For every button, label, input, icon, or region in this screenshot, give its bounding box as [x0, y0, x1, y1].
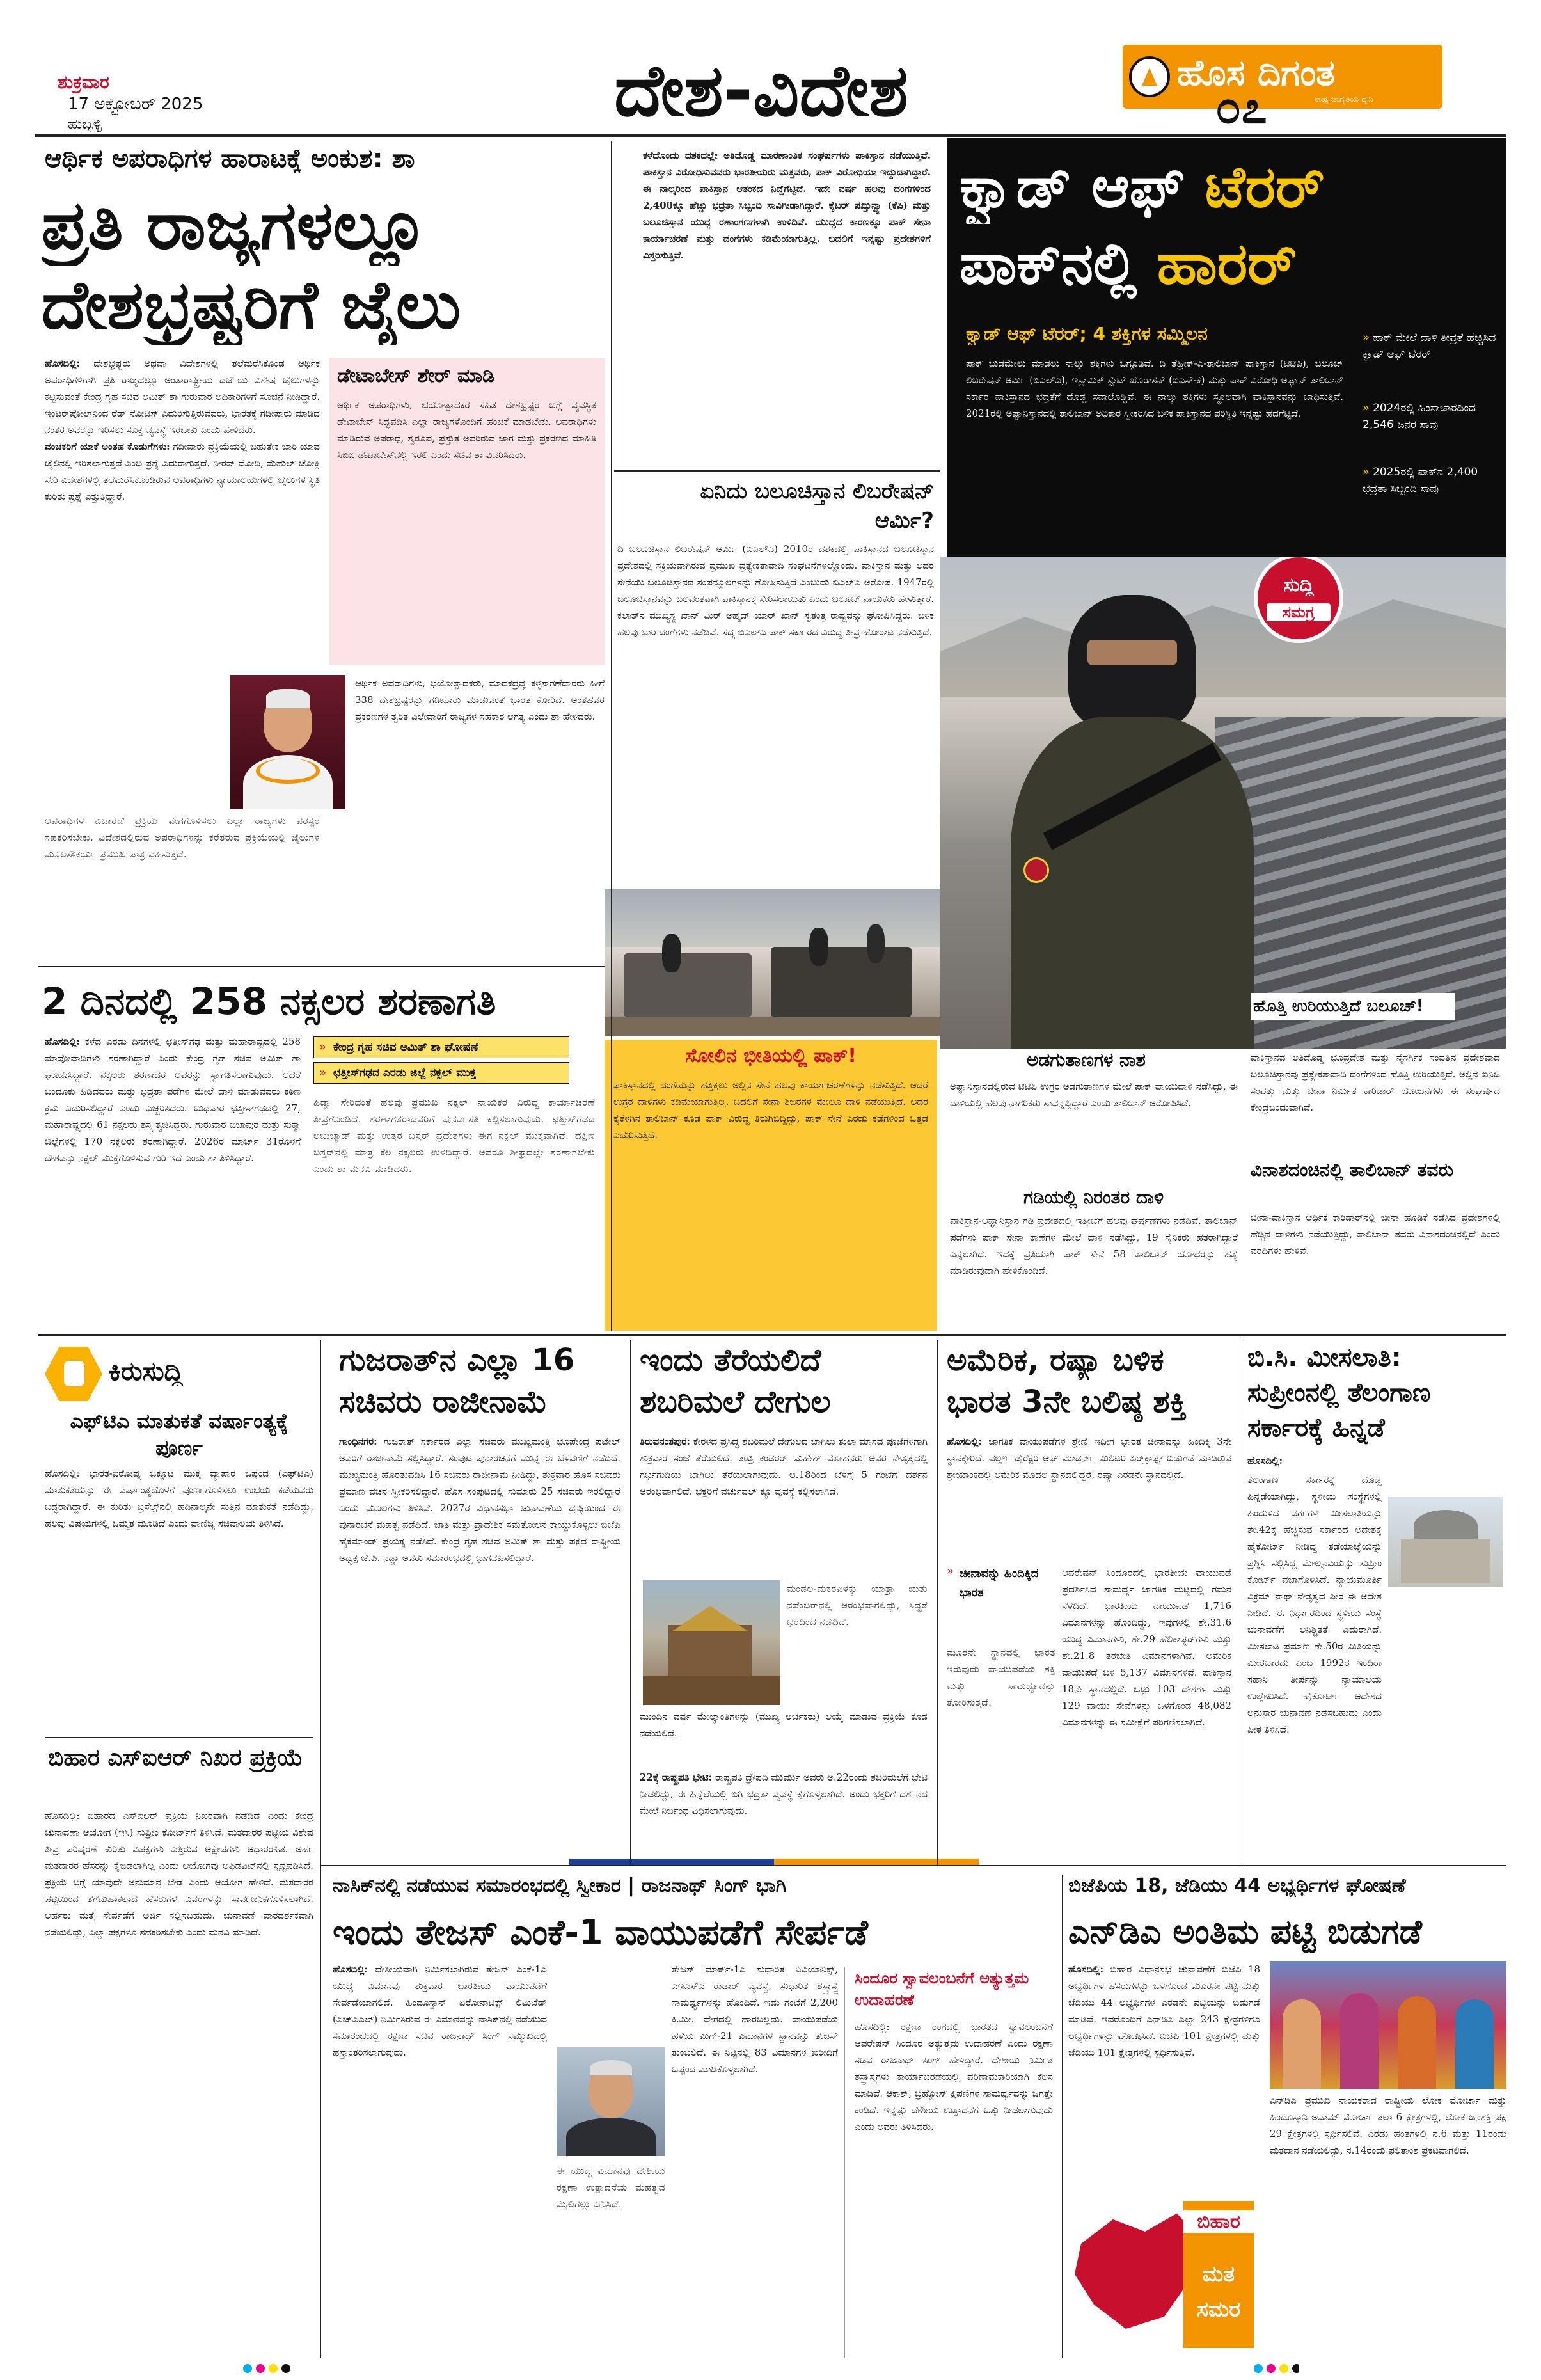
- registration-marks: [243, 2364, 1299, 2377]
- pak-intro-rule: [614, 470, 940, 472]
- bihar-map: [1068, 2194, 1260, 2358]
- tejas-headline: ಇಂದು ತೇಜಸ್ ಎಂಕೆ-1 ವಾಯುಪಡೆಗೆ ಸೇರ್ಪಡೆ: [333, 1912, 868, 1953]
- telangana-headline-1: ಬಿ.ಸಿ. ಮೀಸಲಾತಿ:: [1247, 1343, 1402, 1372]
- naxal-body-2: ಬುಧವಾರ ಛತ್ತೀಸ್‌ಗಢದಲ್ಲಿ 27, ಮಹಾರಾಷ್ಟ್ರದಲ್ಲಿ 61 ನಕ್ಸಲರು ಶಸ್ತ್ರ ತ್ಯಜಿಸಿದ್ದರು. ಗುರುವಾರ ಬಿಜಾಪುರ ಮತ್ತು ಸುಕ್ಮಾ ಜಿಲ್ಲೆಗಳಲ್ಲಿ 170 ನಕ್ಸಲರು ಶರಣಾಗಿದ್ದಾರೆ. 2026ರ ಮಾರ್ಚ್ 31ರೊಳಗೆ ದೇಶವನ್ನು ನಕ್ಸಲ್ ಮುಕ್ತಗೊಳಿಸುವ ಗುರಿ ಇದೆ ಎಂದು ಶಾ ತಿಳಿಸಿದ್ದಾರೆ.: [45, 1102, 301, 1164]
- america-headline-2: ಭಾರತ 3ನೇ ಬಲಿಷ್ಠ ಶಕ್ತಿ: [947, 1384, 1187, 1420]
- mid-divider: [38, 1334, 1506, 1336]
- col-rule-6: [1062, 1875, 1063, 2358]
- sabari-body: ತಿರುವನಂತಪುರ: ಕೇರಳದ ಪ್ರಸಿದ್ಧ ಶಬರಿಮಲೆ ದೇಗುಲದ ಬಾಗಿಲು ತುಲಾ ಮಾಸದ ಪೂಜೆಗಳಿಗಾಗಿ ಶುಕ್ರವಾರ ಸಂಜೆ ತೆರೆಯಲಿದೆ. ತಂತ್ರಿ ಕಂಡರರ್ ಮಹೇಶ್ ಮೋಹನರು ಅವರ ನೇತೃತ್ವದಲ್ಲಿ ಗರ್ಭಗುಡಿಯ ಬಾಗಿಲು ತೆರೆಯಲಾಗುವುದು. ಅ.18ರಿಂದ ಬೆಳಗ್ಗೆ 5 ಗಂಟೆಗೆ ದರ್ಶನ ಆರಂಭವಾಗಲಿದೆ. ಭಕ್ತರಿಗೆ ವರ್ಚುವಲ್ ಕ್ಯೂ ವ್ಯವಸ್ಥೆ ಕಲ್ಪಿಸಲಾಗಿದೆ.: [640, 1436, 928, 1497]
- taliban-body: ಚೀನಾ-ಪಾಕಿಸ್ತಾನ ಆರ್ಥಿಕ ಕಾರಿಡಾರ್‌ನಲ್ಲಿ ಚೀನಾ ಹೂಡಿಕೆ ನಡೆಸಿದ ಪ್ರದೇಶಗಳಲ್ಲಿ ಹೆಚ್ಚಿನ ದಾಳಿಗಳು ನಡೆಯುತ್ತಿದ್ದು, ತಾಲಿಬಾನ್ ತವರು ವಿನಾಶದಂಚಿನಲ್ಲಿದೆ ಎಂದು ವರದಿಗಳು ಹೇಳಿವೆ.: [1251, 1212, 1500, 1257]
- bihar-headline-2: ಎನ್‌ಡಿಎ ಅಂತಿಮ ಪಟ್ಟಿ ಬಿಡುಗಡೆ: [1068, 1913, 1422, 1951]
- bihar-crowd-photo: [1270, 1961, 1506, 2089]
- lead-body-cont: ಆಪರಾಧಿಗಳ ವಿಚಾರಣೆ ಪ್ರಕ್ರಿಯೆ ವೇಗಗೊಳಿಸಲು ಎಲ್ಲಾ ರಾಜ್ಯಗಳು ಪರಸ್ಪರ ಸಹಕರಿಸಬೇಕು. ವಿದೇಶದಲ್ಲಿರುವ ಅಪರಾಧಿಗಳನ್ನು ಕರೆತರುವ ಪ್ರಕ್ರಿಯೆಯಲ್ಲಿ ಜೈಲುಗಳ ಮೂಲಸೌಕರ್ಯ ಪ್ರಮುಖ ಪಾತ್ರ ವಹಿಸುತ್ತದೆ.: [45, 815, 320, 860]
- america-dateline: ಹೊಸದಿಲ್ಲಿ:: [947, 1436, 983, 1447]
- kiru-suddi-logo: ಕಿರುಸುದ್ದಿ: [45, 1347, 281, 1401]
- suddi-samagra-badge: ಸುದ್ದಿ ಸಮಗ್ರ: [1254, 557, 1343, 643]
- logo-text: ಹೊಸ ದಿಗಂತ: [1177, 52, 1335, 94]
- col-rule-1: [611, 141, 612, 1331]
- bihar-dateline: ಹೊಸದಿಲ್ಲಿ:: [1068, 1964, 1104, 1975]
- lead-sidebox-title: ಡೇಟಾಬೇಸ್ ಶೇರ್ ಮಾಡಿ: [337, 365, 494, 387]
- lead-kicker: ಆರ್ಥಿಕ ಅಪರಾಧಿಗಳ ಹಾರಾಟಕ್ಕೆ ಅಂಕುಶ: ಶಾ: [45, 144, 415, 173]
- telangana-headline-2: ಸುಪ್ರೀಂನಲ್ಲಿ ತೆಲಂಗಾಣ: [1247, 1378, 1431, 1408]
- camp-body: ಅಫ್ಘಾನಿಸ್ತಾನದಲ್ಲಿರುವ ಟಿಟಿಪಿ ಉಗ್ರರ ಅಡಗುತಾಣಗಳ ಮೇಲೆ ಪಾಕ್ ವಾಯುದಾಳಿ ನಡೆಸಿದ್ದು, ಈ ದಾಳಿಯಲ್ಲಿ ಹಲವು ನಾಗರಿಕರು ಸಾವನ್ನಪ್ಪಿದ್ದಾರೆ ಎಂದು ತಾಲಿಬಾನ್ ಆರೋಪಿಸಿದೆ.: [950, 1081, 1238, 1109]
- section-title: ದೇಶ-ವಿದೇಶ: [614, 49, 908, 132]
- lead-body-col1: [45, 355, 320, 688]
- lead-body: ದೇಶಭ್ರಷ್ಟರು ಅಥವಾ ವಿದೇಶಗಳಲ್ಲಿ ತಲೆಮರೆಸಿಕೊಂಡ ಆರ್ಥಿಕ ಅಪರಾಧಿಗಳಿಗಾಗಿ ಪ್ರತಿ ರಾಜ್ಯದಲ್ಲೂ ಅಂತಾರಾಷ್ಟ್ರೀಯ ದರ್ಜೆಯ ವಿಶೇಷ ಜೈಲುಗಳನ್ನು ಕಟ್ಟಿಸುವಂತೆ ಕೇಂದ್ರ ಗೃಹ ಸಚಿವ ಅಮಿತ್ ಶಾ ಗುರುವಾರ ಅಧಿಕಾರಿಗಳಿಗೆ ಸೂಚನೆ ನೀಡಿದ್ದಾರೆ. ಇಂಟರ್‌ಪೋಲ್‌ನಿಂದ ರೆಡ್ ನೋಟಿಸ್ ಎದುರಿಸುತ್ತಿರುವವರು, ಭಾರತಕ್ಕೆ ಗಡೀಪಾರು ಮಾಡಿದ ನಂತರ ಅವರನ್ನು ಇರಿಸಲು ಸೂಕ್ತ ವ್ಯವಸ್ಥೆ ಇರಬೇಕು ಎಂದು ಹೇಳಿದರು.: [45, 358, 320, 436]
- banner-subtitle: ಕ್ವಾಡ್ ಆಫ್ ಟೆರರ್; 4 ಶಕ್ತಿಗಳ ಸಮ್ಮಿಲನ: [966, 323, 1208, 344]
- kiru-body-1: ಹೊಸದಿಲ್ಲಿ: ಭಾರತ-ಐರೋಪ್ಯ ಒಕ್ಕೂಟ ಮುಕ್ತ ವ್ಯಾಪಾರ ಒಪ್ಪಂದ (ಎಫ್‌ಟಿಎ) ಮಾತುಕತೆಯನ್ನು ಈ ವರ್ಷಾಂತ್ಯದೊಳಗೆ ಪೂರ್ಣಗೊಳಿಸಲು ಉಭಯ ಕಡೆಯವರು ಬದ್ಧರಾಗಿದ್ದಾರೆ. ಈ ಕುರಿತು ಬ್ರಸೆಲ್ಸ್‌ನಲ್ಲಿ ಹದಿನಾಲ್ಕನೇ ಸುತ್ತಿನ ಮಾತುಕತೆ ನಡೆದಿದ್ದು, ಹಲವು ವಿಷಯಗಳಲ್ಲಿ ಒಮ್ಮತ ಮೂಡಿದೆ ಎಂದು ವಾಣಿಜ್ಯ ಸಚಿವಾಲಯ ತಿಳಿಸಿದೆ.: [45, 1468, 313, 1529]
- soldier-photo: [940, 557, 1506, 1049]
- naxal-dateline: ಹೊಸದಿಲ್ಲಿ:: [45, 1036, 81, 1047]
- lower-divider: [320, 1865, 1506, 1866]
- america-headline-1: ಅಮೆರಿಕ, ರಷ್ಯಾ ಬಳಿಕ: [947, 1342, 1164, 1378]
- gujarat-headline-2: ಸಚಿವರು ರಾಜೀನಾಮೆ: [339, 1384, 548, 1420]
- header-city: ಹುಬ್ಬಳ್ಳಿ: [68, 116, 102, 132]
- lead-headline-2: ದೇಶಭ್ರಷ್ಟರಿಗೆ ಜೈಲು: [42, 266, 461, 344]
- lead-bottom-rule: [38, 966, 605, 967]
- pak-fear-box: [605, 1040, 937, 1331]
- naxal-tag-1: » ಕೇಂದ್ರ ಗೃಹ ಸಚಿವ ಅಮಿತ್ ಶಾ ಘೋಷಣೆ: [313, 1036, 569, 1058]
- banner-headline-2: ಪಾಕ್‌ನಲ್ಲಿ ಹಾರರ್: [960, 230, 1297, 298]
- page-number: ೦೭: [1215, 80, 1267, 134]
- lead-subhead: ವಂಚಕರಿಗೆ ಯಾಕೆ ಅಂತಹ ಕೊಡುಗೆಗಳು:: [45, 441, 170, 452]
- banner-headline-1: ಕ್ವಾಡ್ ಆಫ್ ಟೆರರ್: [960, 154, 1325, 221]
- fire-title: ಹೊತ್ತಿ ಉರಿಯುತ್ತಿದೆ ಬಲೂಚ್!: [1251, 993, 1455, 1020]
- kiru-body-2: ಹೊಸದಿಲ್ಲಿ: ಬಿಹಾರದ ಎಸ್‌ಐಆರ್ ಪ್ರಕ್ರಿಯೆ ನಿಖರವಾಗಿ ನಡೆದಿದೆ ಎಂದು ಕೇಂದ್ರ ಚುನಾವಣಾ ಆಯೋಗ (ಇಸಿ) ಸುಪ್ರೀಂ ಕೋರ್ಟ್‌ಗೆ ತಿಳಿಸಿದೆ. ಮತದಾರರ ಪಟ್ಟಿಯ ವಿಶೇಷ ತೀವ್ರ ಪರಿಷ್ಕರಣೆ ಕುರಿತು ವಿಪಕ್ಷಗಳು ಎತ್ತಿರುವ ಆಕ್ಷೇಪಗಳು ಆಧಾರರಹಿತ. ಅರ್ಹ ಮತದಾರರ ಹೆಸರನ್ನು ಕೈಬಿಡಲಾಗಿಲ್ಲ ಎಂದು ಆಯೋಗವು ಅಫಿಡವಿಟ್‌ನಲ್ಲಿ ಸ್ಪಷ್ಟಪಡಿಸಿದೆ. ಪ್ರಕ್ರಿಯೆ ಬಗ್ಗೆ ಯಾವುದೇ ಅನುಮಾನ ಬೇಡ ಎಂದು ಆಯೋಗ ಹೇಳಿದೆ. ಮತದಾರರ ಪಟ್ಟಿಯಿಂದ ತೆಗೆದುಹಾಕಲಾದ ಹೆಸರುಗಳ ವಿವರಗಳನ್ನು ಸಾರ್ವಜನಿಕಗೊಳಿಸಲಾಗಿದೆ. ಅರ್ಹರು ಮತ್ತೆ ಸೇರ್ಪಡೆಗೆ ಅರ್ಜಿ ಸಲ್ಲಿಸಬಹುದು. ಚುನಾವಣೆ ಪಾರದರ್ಶಕವಾಗಿ ನಡೆಯಲಿದ್ದು, ಎಲ್ಲಾ ಪಕ್ಷಗಳೂ ಸಹಕರಿಸಬೇಕು ಎಂದು ಮನವಿ ಮಾಡಿದೆ.: [45, 1810, 313, 1938]
- kiru-title-2: ಬಿಹಾರ ಎಸ್‌ಐಆರ್ ನಿಖರ ಪ್ರಕ್ರಿಯೆ: [48, 1745, 303, 1771]
- naxal-body: ಕಳೆದ ಎರಡು ದಿನಗಳಲ್ಲಿ ಛತ್ತೀಸ್‌ಗಢ ಮತ್ತು ಮಹಾರಾಷ್ಟ್ರದಲ್ಲಿ 258 ಮಾವೋವಾದಿಗಳು ಶರಣಾಗಿದ್ದಾರೆ ಎಂದು ಕೇಂದ್ರ ಗೃಹ ಸಚಿವ ಅಮಿತ್ ಶಾ ಘೋಷಿಸಿದ್ದಾರೆ. ನಕ್ಸಲರು ಶರಣಾದರೆ ಅವರನ್ನು ಸ್ವಾಗತಿಸಲಾಗುವುದು. ಆದರೆ ಬಂದೂಕು ಹಿಡಿದವರು ಮತ್ತು ಭದ್ರತಾ ಪಡೆಗಳ ಮೇಲೆ ದಾಳಿ ಮಾಡುವವರು ಕಠಿಣ ಕ್ರಮ ಎದುರಿಸಲಿದ್ದಾರೆ ಎಂದು ಎಚ್ಚರಿಸಿದರು.: [45, 1036, 301, 1114]
- sabari-dateline: ತಿರುವನಂತಪುರ:: [640, 1436, 690, 1447]
- naxal-headline: 2 ದಿನದಲ್ಲಿ 258 ನಕ್ಸಲರ ಶರಣಾಗತಿ: [42, 980, 496, 1023]
- masthead: [0, 0, 1541, 138]
- telangana-body: ತೆಲಂಗಾಣ ಸರ್ಕಾರಕ್ಕೆ ದೊಡ್ಡ ಹಿನ್ನಡೆಯಾಗಿದ್ದು, ಸ್ಥಳೀಯ ಸಂಸ್ಥೆಗಳಲ್ಲಿ ಹಿಂದುಳಿದ ವರ್ಗಗಳ ಮೀಸಲಾತಿಯನ್ನು ಶೇ.42ಕ್ಕೆ ಹೆಚ್ಚಿಸುವ ಸರ್ಕಾರದ ಆದೇಶಕ್ಕೆ ಹೈಕೋರ್ಟ್ ನೀಡಿದ್ದ ತಡೆಯಾಜ್ಞೆಯನ್ನು ಪ್ರಶ್ನಿಸಿ ಸಲ್ಲಿಸಿದ್ದ ಮೇಲ್ಮನವಿಯನ್ನು ಸುಪ್ರೀಂ ಕೋರ್ಟ್ ವಜಾಗೊಳಿಸಿದೆ. ನ್ಯಾಯಮೂರ್ತಿ ವಿಕ್ರಮ್ ನಾಥ್ ನೇತೃತ್ವದ ಪೀಠ ಈ ಆದೇಶ ನೀಡಿದೆ. ಈ ನಿರ್ಧಾರದಿಂದ ಸ್ಥಳೀಯ ಸಂಸ್ಥೆ ಚುನಾವಣೆಗೆ ಅನಿಶ್ಚಿತತೆ ಎದುರಾಗಿದೆ. ಮೀಸಲಾತಿ ಪ್ರಮಾಣ ಶೇ.50ರ ಮಿತಿಯನ್ನು ಮೀರಬಾರದು ಎಂಬ 1992ರ ಇಂದಿರಾ ಸಹಾನಿ ತೀರ್ಪನ್ನು ನ್ಯಾಯಾಲಯ ಉಲ್ಲೇಖಿಸಿದೆ. ಹೈಕೋರ್ಟ್ ಆದೇಶದ ಅನುಸಾರ ಚುನಾವಣೆ ನಡೆಸಬಹುದು ಎಂದು ಪೀಠ ತಿಳಿಸಿದೆ.: [1247, 1474, 1382, 1735]
- gujarat-dateline: ಗಾಂಧಿನಗರ:: [339, 1436, 377, 1447]
- telangana-dateline: ಹೊಸದಿಲ್ಲಿ:: [1247, 1455, 1283, 1466]
- bihar-body: ಹೊಸದಿಲ್ಲಿ: ಬಿಹಾರ ವಿಧಾನಸಭೆ ಚುನಾವಣೆಗೆ ಬಿಜೆಪಿ 18 ಅಭ್ಯರ್ಥಿಗಳ ಹೆಸರುಗಳನ್ನು ಒಳಗೊಂಡ ಮೂರನೇ ಪಟ್ಟಿ ಮತ್ತು ಜೆಡಿಯು 44 ಅಭ್ಯರ್ಥಿಗಳ ಎರಡನೇ ಪಟ್ಟಿಯನ್ನು ಬಿಡುಗಡೆ ಮಾಡಿವೆ. ಇದರೊಂದಿಗೆ ಎನ್‌ಡಿಎ ಎಲ್ಲಾ 243 ಕ್ಷೇತ್ರಗಳಿಗೂ ಅಭ್ಯರ್ಥಿಗಳನ್ನು ಘೋಷಿಸಿದೆ. ಬಿಜೆಪಿ 101 ಕ್ಷೇತ್ರಗಳಲ್ಲಿ ಮತ್ತು ಜೆಡಿಯು 101 ಕ್ಷೇತ್ರಗಳಲ್ಲಿ ಸ್ಪರ್ಧಿಸುತ್ತಿವೆ.: [1068, 1964, 1260, 2058]
- col-rule-4: [937, 1340, 938, 1865]
- lead-body-col2: ಆರ್ಥಿಕ ಅಪರಾಧಿಗಳು, ಭಯೋತ್ಪಾದಕರು, ಮಾದಕದ್ರವ್ಯ ಕಳ್ಳಸಾಗಣೆದಾರರು ಹೀಗೆ 338 ದೇಶಭ್ರಷ್ಟರನ್ನು ಗಡೀಪಾರು ಮಾಡುವಂತೆ ಭಾರತ ಕೋರಿದೆ. ಅಂತಹವರ ಪ್ರಕರಣಗಳ ತ್ವರಿತ ವಿಲೇವಾರಿಗೆ ರಾಜ್ಯಗಳ ಸಹಕಾರ ಅಗತ್ಯ ಎಂದು ಶಾ ಹೇಳಿದರು.: [355, 678, 605, 722]
- america-body-2: ಆಪರೇಷನ್ ಸಿಂದೂರದಲ್ಲಿ ಭಾರತೀಯ ವಾಯುಪಡೆ ಪ್ರದರ್ಶಿಸಿದ ಸಾಮರ್ಥ್ಯ ಜಾಗತಿಕ ಮಟ್ಟದಲ್ಲಿ ಗಮನ ಸೆಳೆದಿದೆ. ಭಾರತೀಯ ವಾಯುಪಡೆ 1,716 ವಿಮಾನಗಳನ್ನು ಹೊಂದಿದ್ದು, ಇವುಗಳಲ್ಲಿ ಶೇ.31.6 ಯುದ್ಧ ವಿಮಾನಗಳು, ಶೇ.29 ಹೆಲಿಕಾಪ್ಟರ್‌ಗಳು ಮತ್ತು ಶೇ.21.8 ತರಬೇತಿ ವಿಮಾನಗಳಾಗಿವೆ. ಅಮೆರಿಕ ವಾಯುಪಡೆ ಬಳಿ 5,137 ವಿಮಾನಗಳಿವೆ. ಪಾಕಿಸ್ತಾನ 18ನೇ ಸ್ಥಾನದಲ್ಲಿದೆ. ಒಟ್ಟು 103 ದೇಶಗಳ ಮತ್ತು 129 ವಾಯು ಸೇವೆಗಳನ್ನು ಒಳಗೊಂಡ 48,082 ವಿಮಾನಗಳನ್ನು ಈ ಸಮೀಕ್ಷೆಗೆ ಪರಿಗಣಿಸಲಾಗಿದೆ.: [1062, 1567, 1231, 1728]
- bihar-headline-1: ಬಿಜೆಪಿಯ 18, ಜೆಡಿಯು 44 ಅಭ್ಯರ್ಥಿಗಳ ಘೋಷಣೆ: [1068, 1875, 1406, 1897]
- hand-icon: [45, 1347, 102, 1401]
- bla-question-body: ದಿ ಬಲೂಚಿಸ್ತಾನ ಲಿಬರೇಷನ್ ಆರ್ಮಿ (ಬಿಎಲ್‌ಎ) 2010ರ ದಶಕದಲ್ಲಿ ಪಾಕಿಸ್ತಾನದ ಬಲೂಚಿಸ್ತಾನ ಪ್ರದೇಶದಲ್ಲಿ ಸಕ್ರಿಯವಾಗಿರುವ ಪ್ರಮುಖ ಪ್ರತ್ಯೇಕತಾವಾದಿ ಸಂಘಟನೆಗಳಲ್ಲೊಂದು. ಪಾಕಿಸ್ತಾನ ಮತ್ತು ಅದರ ಸೇನೆಯು ಬಲೂಚಿಸ್ತಾನದ ಸಂಪನ್ಮೂಲಗಳನ್ನು ಶೋಷಿಸುತ್ತಿದೆ ಎಂಬುದು ಬಿಎಲ್‌ಎ ಆರೋಪ. 1947ರಲ್ಲಿ ಬಲೂಚಿಸ್ತಾನವನ್ನು ಬಲವಂತವಾಗಿ ಪಾಕಿಸ್ತಾನಕ್ಕೆ ಸೇರಿಸಲಾಯಿತು ಎಂದು ಬಲೂಚ್ ನಾಯಕರು ಹೇಳುತ್ತಾರೆ. ಕಲಾತ್‌ನ ಮುಖ್ಯಸ್ಥ ಖಾನ್ ಮಿರ್ ಅಹ್ಮದ್ ಯಾರ್ ಖಾನ್ ಸ್ವತಂತ್ರ ರಾಷ್ಟ್ರವನ್ನು ಘೋಷಿಸಿದ್ದರು. ಬಳಿಕ ಹಲವು ಬಾರಿ ದಂಗೆಗಳು ನಡೆದಿವೆ. ಸದ್ಯ ಬಿಎಲ್‌ಎ ಪಾಕ್ ಸರ್ಕಾರದ ವಿರುದ್ಧ ತೀವ್ರ ಹೋರಾಟ ನಡೆಸುತ್ತಿದೆ.: [617, 543, 934, 638]
- sabari-body-3: 22ಕ್ಕೆ ರಾಷ್ಟ್ರಪತಿ ಭೇಟಿ: ರಾಷ್ಟ್ರಪತಿ ದ್ರೌಪದಿ ಮುರ್ಮು ಅವರು ಅ.22ರಂದು ಶಬರಿಮಲೆಗೆ ಭೇಟಿ ನೀಡಲಿದ್ದು, ಈ ಹಿನ್ನೆಲೆಯಲ್ಲಿ ಬಿಗಿ ಭದ್ರತಾ ವ್ಯವಸ್ಥೆ ಕೈಗೊಳ್ಳಲಾಗಿದೆ. ಅಂದು ಭಕ್ತರಿಗೆ ದರ್ಶನದ ಮೇಲೆ ನಿರ್ಬಂಧ ವಿಧಿಸಲಾಗುವುದು.: [640, 1772, 928, 1816]
- rajnath-singh-photo: [557, 2047, 665, 2156]
- sabari-body-2: ಮುಂದಿನ ವರ್ಷ ಮೇಲ್ಶಾಂತಿಗಳನ್ನು (ಮುಖ್ಯ ಅರ್ಚಕರು) ಆಯ್ಕೆ ಮಾಡುವ ಪ್ರಕ್ರಿಯೆ ಕೂಡ ನಡೆಯಲಿದೆ.: [640, 1711, 928, 1739]
- sabari-headline-2: ಶಬರಿಮಲೆ ದೇಗುಲ: [640, 1384, 831, 1420]
- tejas-body-2: ತೇಜಸ್ ಮಾರ್ಕ್-1ಎ ಸುಧಾರಿತ ಏವಿಯಾನಿಕ್ಸ್, ಎಇಎಸ್‌ಎ ರಾಡಾರ್ ವ್ಯವಸ್ಥೆ, ಸುಧಾರಿತ ಶಸ್ತ್ರಾಸ್ತ್ರ ಸಾಮರ್ಥ್ಯಗಳನ್ನು ಹೊಂದಿದೆ. ಇದು ಗಂಟೆಗೆ 2,200 ಕಿ.ಮೀ. ವೇಗದಲ್ಲಿ ಹಾರಬಲ್ಲದು. ವಾಯುಪಡೆಯ ಹಳೆಯ ಮಿಗ್-21 ವಿಮಾನಗಳ ಸ್ಥಾನವನ್ನು ತೇಜಸ್ ತುಂಬಲಿದೆ. ಈ ನಿಟ್ಟಿನಲ್ಲಿ 83 ವಿಮಾನಗಳ ಖರೀದಿಗೆ ಒಪ್ಪಂದ ಮಾಡಿಕೊಳ್ಳಲಾಗಿದೆ.: [672, 1964, 838, 2075]
- tejas-body-3: ಈ ಯುದ್ಧ ವಿಮಾನವು ದೇಶೀಯ ರಕ್ಷಣಾ ಉತ್ಪಾದನೆಯ ಮಹತ್ವದ ಮೈಲಿಗಲ್ಲು ಎನಿಸಿದೆ.: [557, 2165, 665, 2210]
- color-stripe-2: [774, 1859, 979, 1865]
- border-title: ಗಡಿಯಲ್ಲಿ ನಿರಂತರ ದಾಳಿ: [1023, 1187, 1164, 1208]
- camp-title: ಅಡಗುತಾಣಗಳ ನಾಶ: [1027, 1049, 1146, 1070]
- gujarat-body: ಗಾಂಧಿನಗರ: ಗುಜರಾತ್ ಸರ್ಕಾರದ ಎಲ್ಲಾ ಸಚಿವರು ಮುಖ್ಯಮಂತ್ರಿ ಭೂಪೇಂದ್ರ ಪಟೇಲ್ ಅವರಿಗೆ ರಾಜೀನಾಮೆ ಸಲ್ಲಿಸಿದ್ದಾರೆ. ಸಂಪುಟ ಪುನಾರಚನೆಗೆ ಮುನ್ನ ಈ ಬೆಳವಣಿಗೆ ನಡೆದಿದೆ. ಮುಖ್ಯಮಂತ್ರಿ ಹೊರತುಪಡಿಸಿ 16 ಸಚಿವರು ರಾಜೀನಾಮೆ ನೀಡಿದ್ದು, ಶುಕ್ರವಾರ ಹೊಸ ಸಚಿವರು ಪ್ರಮಾಣ ವಚನ ಸ್ವೀಕರಿಸಲಿದ್ದಾರೆ. ಹೊಸ ಸಂಪುಟದಲ್ಲಿ ಸುಮಾರು 25 ಸಚಿವರು ಇರಲಿದ್ದಾರೆ ಎಂದು ಮೂಲಗಳು ತಿಳಿಸಿವೆ. 2027ರ ವಿಧಾನಸಭಾ ಚುನಾವಣೆಯ ದೃಷ್ಟಿಯಿಂದ ಈ ಪುನಾರಚನೆ ಮಹತ್ವ ಪಡೆದಿದೆ. ಜಾತಿ ಮತ್ತು ಪ್ರಾದೇಶಿಕ ಸಮತೋಲನ ಕಾಯ್ದುಕೊಳ್ಳಲು ಬಿಜೆಪಿ ಹೈಕಮಾಂಡ್ ಪ್ರಯತ್ನ ನಡೆಸಿದೆ. ಕೇಂದ್ರ ಗೃಹ ಸಚಿವ ಅಮಿತ್ ಶಾ ಮತ್ತು ಪಕ್ಷದ ರಾಷ್ಟ್ರೀಯ ಅಧ್ಯಕ್ಷ ಜೆ.ಪಿ. ನಡ್ಡಾ ಅವರು ಸಮಾರಂಭದಲ್ಲಿ ಭಾಗವಹಿಸಲಿದ್ದಾರೆ.: [339, 1436, 620, 1564]
- naxal-body-col1: [45, 1033, 301, 1334]
- tejas-dateline: ಹೊಸದಿಲ್ಲಿ:: [333, 1964, 368, 1975]
- america-sub: » ಚೀನಾವನ್ನು ಹಿಂದಿಕ್ಕಿದ ಭಾರತ: [947, 1564, 1039, 1599]
- fact-1: » ಪಾಕ್ ಮೇಲೆ ದಾಳಿ ತೀವ್ರತೆ ಹೆಚ್ಚಿಸಿದ ಕ್ವಾಡ್ ಆಫ್ ಟೆರರ್: [1363, 331, 1496, 361]
- pak-fear-body: ಪಾಕಿಸ್ತಾನದಲ್ಲಿ ದಂಗೆಯನ್ನು ಹತ್ತಿಕ್ಕಲು ಅಲ್ಲಿನ ಸೇನೆ ಹಲವು ಕಾರ್ಯಾಚರಣೆಗಳನ್ನು ನಡೆಸುತ್ತಿದೆ. ಆದರೆ ಉಗ್ರರ ದಾಳಿಗಳು ಕಡಿಮೆಯಾಗುತ್ತಿಲ್ಲ. ಬದಲಿಗೆ ಸೇನಾ ಶಿಬಿರಗಳ ಮೇಲೂ ದಾಳಿ ನಡೆಯುತ್ತಿದೆ. ಅದರ ಕೈಕೆಳಗಿನ ತಾಲಿಬಾನ್ ಕೂಡ ಪಾಕ್ ವಿರುದ್ಧ ತಿರುಗಿಬಿದ್ದಿದ್ದು, ಪಾಕ್ ಸೇನೆ ಎರಡು ಕಡೆಗಳಿಂದ ಒತ್ತಡ ಎದುರಿಸುತ್ತಿದೆ.: [613, 1079, 928, 1141]
- lead-sidebox-body: ಆರ್ಥಿಕ ಅಪರಾಧಿಗಳು, ಭಯೋತ್ಪಾದಕರ ಸಹಿತ ದೇಶಭ್ರಷ್ಟರ ಬಗ್ಗೆ ವ್ಯವಸ್ಥಿತ ಡೇಟಾಬೇಸ್ ಸಿದ್ಧಪಡಿಸಿ ಎಲ್ಲಾ ರಾಜ್ಯಗಳೊಂದಿಗೆ ಹಂಚಿಕೆ ಮಾಡಬೇಕು. ಅಪರಾಧಿಗಳು ಮಾಡಿರುವ ಅಪರಾಧ, ಸ್ವರೂಪ, ಪ್ರಸ್ತುತ ಅವರಿರುವ ಜಾಗ ಮತ್ತು ಪ್ರಕರಣದ ಮಾಹಿತಿ ಸಿಬಿಐ ಡೇಟಾಬೇಸ್‌ನಲ್ಲಿ ಇರಲಿ ಎಂದು ಸಚಿವ ಶಾ ವಿವರಿಸಿದರು.: [337, 399, 596, 461]
- fire-body: ಪಾಕಿಸ್ತಾನದ ಅತಿದೊಡ್ಡ ಭೂಪ್ರದೇಶ ಮತ್ತು ನೈಸರ್ಗಿಕ ಸಂಪತ್ತಿನ ಪ್ರದೇಶವಾದ ಬಲೂಚಿಸ್ತಾನವು ಪ್ರತ್ಯೇಕತಾವಾದಿ ದಂಗೆಗಳಿಂದ ಹೊತ್ತಿ ಉರಿಯುತ್ತಿದೆ. ಅಲ್ಲಿನ ಖನಿಜ ಸಂಪತ್ತು ಮತ್ತು ಚೀನಾ ನಿರ್ಮಿತ ಕಾರಿಡಾರ್ ಯೋಜನೆಗಳು ಈ ಸಂಘರ್ಷದ ಕೇಂದ್ರಬಿಂದುವಾಗಿವೆ.: [1251, 1052, 1500, 1113]
- pak-fear-title: ಸೋಲಿನ ಭೀತಿಯಲ್ಲಿ ಪಾಕ್!: [685, 1045, 857, 1067]
- color-stripe: [569, 1859, 774, 1865]
- amit-shah-photo: [230, 675, 345, 809]
- naxal-body-col2: ಹಿಡ್ಮಾ ಸೇರಿದಂತೆ ಹಲವು ಪ್ರಮುಖ ನಕ್ಸಲ್ ನಾಯಕರ ವಿರುದ್ಧ ಕಾರ್ಯಾಚರಣೆ ತೀವ್ರಗೊಂಡಿದೆ. ಶರಣಾಗತರಾದವರಿಗೆ ಪುನರ್ವಸತಿ ಕಲ್ಪಿಸಲಾಗುವುದು. ಛತ್ತೀಸ್‌ಗಢದ ಅಬುಜ್ಮಾಡ್ ಮತ್ತು ಉತ್ತರ ಬಸ್ತರ್ ಪ್ರದೇಶಗಳು ಈಗ ನಕ್ಸಲ್ ಮುಕ್ತವಾಗಿವೆ. ದಕ್ಷಿಣ ಬಸ್ತರ್‌ನಲ್ಲಿ ಮಾತ್ರ ಕೆಲ ನಕ್ಸಲರು ಉಳಿದಿದ್ದಾರೆ. ಅವರೂ ಶೀಘ್ರದಲ್ಲೇ ಶರಣಾಗಬೇಕು ಎಂದು ಶಾ ಮನವಿ ಮಾಡಿದರು.: [313, 1097, 595, 1175]
- fact-3: » 2025ರಲ್ಲಿ ಪಾಕ್‌ನ 2,400 ಭದ್ರತಾ ಸಿಬ್ಬಂದಿ ಸಾವು: [1363, 465, 1478, 495]
- america-body: ಹೊಸದಿಲ್ಲಿ: ಜಾಗತಿಕ ವಾಯುಪಡೆಗಳ ಶ್ರೇಣಿ ಇದೀಗ ಭಾರತ ಚೀನಾವನ್ನು ಹಿಂದಿಕ್ಕಿ 3ನೇ ಸ್ಥಾನಕ್ಕೇರಿದೆ. ವರ್ಲ್ಡ್ ಡೈರೆಕ್ಟರಿ ಆಫ್ ಮಾಡರ್ನ್ ಮಿಲಿಟರಿ ಏರ್‌ಕ್ರಾಫ್ಟ್ ಬಿಡುಗಡೆ ಮಾಡಿರುವ ಶ್ರೇಯಾಂಕದಲ್ಲಿ ಅಮೆರಿಕ ಮೊದಲ ಸ್ಥಾನದಲ್ಲಿದ್ದರೆ, ರಷ್ಯಾ ಎರಡನೇ ಸ್ಥಾನದಲ್ಲಿದೆ.: [947, 1436, 1231, 1480]
- lead-dateline: ಹೊಸದಿಲ್ಲಿ:: [45, 358, 81, 369]
- sindoor-box-title: ಸಿಂದೂರ ಸ್ವಾವಲಂಬನೆಗೆ ಅತ್ಯುತ್ತಮ ಉದಾಹರಣೆ: [855, 1969, 1029, 2009]
- pak-intro: ಕಳೆದೊಂದು ದಶಕದಲ್ಲೇ ಅತಿದೊಡ್ಡ ಮಾರಣಾಂತಿಕ ಸಂಘರ್ಷಗಳು ಪಾಕಿಸ್ತಾನ ನಡೆಯುತ್ತಿವೆ. ಪಾಕಿಸ್ತಾನ ವಿರೋಧಿಸುವವರು ಭಾರತೀಯರು ಮತ್ತವರು, ಪಾಕ್ ವಿರೋಧಿಯಾ ಇದ್ದುದಾಗಿದ್ದಾರೆ. ಈ ನಾಲ್ಕರಿಂದ ಪಾಕಿಸ್ತಾನ ಆತಂಕದ ನಿದ್ದೆಗೆಟ್ಟಿದೆ. ಇದೇ ವರ್ಷ ಹಲವು ದಂಗೆಗಳಿಂದ 2,400ಕ್ಕೂ ಹೆಚ್ಚು ಭದ್ರತಾ ಸಿಬ್ಬಂದಿ ಸಾವಿಗೀಡಾಗಿದ್ದಾರೆ. ಕೈಬರ್ ಪಖ್ತುನ್ಖ್ವಾ (ಕೆಪಿ) ಮತ್ತು ಬಲೂಚಿಸ್ತಾನ ಯುದ್ಧ ರಣಾಂಗಣಗಳಾಗಿ ಉಳಿದಿವೆ. ಯುದ್ಧದ ಕಾರಣಕ್ಕೂ ಪಾಕ್ ಸೇನಾ ಕಾರ್ಯಾಚರಣೆ ಮತ್ತು ದಂಗೆಗಳು ಕಡಿಮೆಯಾಗುತ್ತಿಲ್ಲ. ಬದಲಿಗೆ ಇನ್ನಷ್ಟು ಪ್ರದೇಶಗಳಿಗೆ ವಿಸ್ತರಿಸುತ್ತಿವೆ.: [643, 150, 931, 261]
- banner-subtitle-body: ಪಾಕ್ ಬುಡಮೇಲು ಮಾಡಲು ನಾಲ್ಕು ಶಕ್ತಿಗಳು ಒಗ್ಗೂಡಿವೆ. ದಿ ತೆಹ್ರೀಕ್-ಎ-ತಾಲಿಬಾನ್ ಪಾಕಿಸ್ತಾನ (ಟಿಟಿಪಿ), ಬಲೂಚ್ ಲಿಬರೇಷನ್ ಆರ್ಮಿ (ಬಿಎಲ್‌ಎ), ಇಸ್ಲಾಮಿಕ್ ಸ್ಟೇಟ್ ಖೊರಾಸನ್ (ಐಎಸ್-ಕೆ) ಮತ್ತು ಪಾಕ್ ವಿರೋಧಿ ಅಫ್ಘಾನ್ ತಾಲಿಬಾನ್ ಸರ್ಕಾರ ಪಾಕಿಸ್ತಾನದ ಭದ್ರತೆಗೆ ದೊಡ್ಡ ಸವಾಲೊಡ್ಡಿವೆ. ಈ ನಾಲ್ಕು ಶಕ್ತಿಗಳು ಸ್ಥೂಲವಾಗಿ ಪಾಕಿಸ್ತಾನವನ್ನು ಬಾಧಿಸುತ್ತಿವೆ. 2021ರಲ್ಲಿ ಅಫ್ಘಾನಿಸ್ತಾನದಲ್ಲಿ ತಾಲಿಬಾನ್ ಅಧಿಕಾರ ಸ್ವೀಕರಿಸಿದ ಬಳಿಕ ಪಾಕಿಸ್ತಾನದ ಪರಿಸ್ಥಿತಿ ಇನ್ನಷ್ಟು ಹದಗೆಟ್ಟಿದೆ.: [966, 358, 1343, 419]
- border-body: ಪಾಕಿಸ್ತಾನ-ಅಫ್ಘಾನಿಸ್ತಾನ ಗಡಿ ಪ್ರದೇಶದಲ್ಲಿ ಇತ್ತೀಚೆಗೆ ಹಲವು ಘರ್ಷಣೆಗಳು ನಡೆದಿವೆ. ತಾಲಿಬಾನ್ ಪಡೆಗಳು ಪಾಕ್ ಸೇನಾ ಠಾಣೆಗಳ ಮೇಲೆ ದಾಳಿ ನಡೆಸಿದ್ದು, 19 ಸೈನಿಕರು ಹತರಾಗಿದ್ದಾರೆ ಎನ್ನಲಾಗಿದೆ. ಇದಕ್ಕೆ ಪ್ರತಿಯಾಗಿ ಪಾಕ್ ಸೇನೆ 58 ತಾಲಿಬಾನ್ ಯೋಧರನ್ನು ಹತ್ಯೆ ಮಾಡಿರುವುದಾಗಿ ಹೇಳಿಕೊಂಡಿದೆ.: [950, 1215, 1238, 1276]
- taliban-title: ವಿನಾಶದಂಚಿನಲ್ಲಿ ತಾಲಿಬಾನ್ ತವರು: [1251, 1159, 1454, 1180]
- taliban-vehicle-photo: [605, 889, 944, 1036]
- col-rule-2: [320, 1340, 321, 2358]
- tejas-kicker: ನಾಸಿಕ್‌ನಲ್ಲಿ ನಡೆಯುವ ಸಮಾರಂಭದಲ್ಲಿ ಸ್ವೀಕಾರ | ರಾಜನಾಥ್ ಸಿಂಗ್ ಭಾಗಿ: [333, 1875, 787, 1897]
- fact-2: » 2024ರಲ್ಲಿ ಹಿಂಸಾಚಾರದಿಂದ 2,546 ಜನರ ಸಾವು: [1363, 401, 1476, 431]
- bla-question-title: ಏನಿದು ಬಲೂಚಿಸ್ತಾನ ಲಿಬರೇಷನ್ ಆರ್ಮಿ?: [700, 479, 934, 534]
- naxal-tag-2: » ಛತ್ತೀಸ್‌ಗಢದ ಎರಡು ಜಿಲ್ಲೆ ನಕ್ಸಲ್ ಮುಕ್ತ: [313, 1062, 569, 1084]
- kiru-title-1: ಎಫ್‌ಟಿಎ ಮಾತುಕತೆ ವರ್ಷಾಂತ್ಯಕ್ಕೆ ಪೂರ್ಣ: [70, 1409, 288, 1460]
- gujarat-headline-1: ಗುಜರಾತ್‌ನ ಎಲ್ಲಾ 16: [339, 1342, 575, 1378]
- lead-sidebox: [329, 358, 605, 665]
- sabarimala-temple-photo: [643, 1580, 780, 1705]
- sindoor-box-body: ಹೊಸದಿಲ್ಲಿ: ರಕ್ಷಣಾ ರಂಗದಲ್ಲಿ ಭಾರತದ ಸ್ವಾವಲಂಬನೆಗೆ ಆಪರೇಷನ್ ಸಿಂದೂರ ಅತ್ಯುತ್ತಮ ಉದಾಹರಣೆ ಎಂದು ರಕ್ಷಣಾ ಸಚಿವ ರಾಜನಾಥ್ ಸಿಂಗ್ ಹೇಳಿದ್ದಾರೆ. ದೇಶೀಯ ನಿರ್ಮಿತ ಶಸ್ತ್ರಾಸ್ತ್ರಗಳು ಕಾರ್ಯಾಚರಣೆಯಲ್ಲಿ ಪರಿಣಾಮಕಾರಿಯಾಗಿ ಕೆಲಸ ಮಾಡಿವೆ. ಆಕಾಶ್, ಬ್ರಹ್ಮೋಸ್ ಕ್ಷಿಪಣಿಗಳ ಸಾಮರ್ಥ್ಯವನ್ನು ಜಗತ್ತೇ ಕಂಡಿದೆ. ಇನ್ನಷ್ಟು ದೇಶೀಯ ಉತ್ಪಾದನೆಗೆ ಒತ್ತು ನೀಡಲಾಗುವುದು ಎಂದು ಅವರು ತಿಳಿಸಿದರು.: [855, 2021, 1053, 2132]
- banner-facts: [1363, 329, 1500, 547]
- logo-tagline: ರಾಷ್ಟ್ರ ಜಾಗೃತಿಯ ಧ್ವನಿ: [1315, 95, 1373, 104]
- header-date: 17 ಅಕ್ಟೋಬರ್ 2025: [68, 95, 203, 114]
- america-body-3: ಮೂರನೇ ಸ್ಥಾನದಲ್ಲಿ ಭಾರತ ಇರುವುದು ವಾಯುಪಡೆಯ ಶಕ್ತಿ ಮತ್ತು ಸಾಮರ್ಥ್ಯವನ್ನು ತೋರಿಸುತ್ತದೆ.: [947, 1647, 1055, 1708]
- logo-box: [1123, 45, 1442, 109]
- sabari-headline-1: ಇಂದು ತೆರೆಯಲಿದೆ: [640, 1342, 821, 1378]
- tejas-body: ಹೊಸದಿಲ್ಲಿ: ದೇಶೀಯವಾಗಿ ನಿರ್ಮಿಸಲಾಗಿರುವ ತೇಜಸ್ ಎಂಕೆ-1ಎ ಯುದ್ಧ ವಿಮಾನವು ಶುಕ್ರವಾರ ಭಾರತೀಯ ವಾಯುಪಡೆಗೆ ಸೇರ್ಪಡೆಯಾಗಲಿದೆ. ಹಿಂದೂಸ್ತಾನ್ ಏರೋನಾಟಿಕ್ಸ್ ಲಿಮಿಟೆಡ್ (ಎಚ್‌ಎಎಲ್) ನಿರ್ಮಿಸಿರುವ ಈ ವಿಮಾನವನ್ನು ನಾಸಿಕ್‌ನಲ್ಲಿ ನಡೆಯುವ ಸಮಾರಂಭದಲ್ಲಿ ರಕ್ಷಣಾ ಸಚಿವ ರಾಜನಾಥ್ ಸಿಂಗ್ ಸಮ್ಮುಖದಲ್ಲಿ ಹಸ್ತಾಂತರಿಸಲಾಗುವುದು.: [333, 1964, 547, 2058]
- header-day: ಶುಕ್ರವಾರ: [58, 72, 109, 93]
- lead-body-2: ಗಡೀಪಾರು ಪ್ರಕ್ರಿಯೆಯಲ್ಲಿ ಬಹುತೇಕ ಬಾರಿ ಯಾವ ಜೈಲಿನಲ್ಲಿ ಇರಿಸಲಾಗುತ್ತದೆ ಎಂಬ ಪ್ರಶ್ನೆ ಎದುರಾಗುತ್ತದೆ. ನೀರವ್ ಮೋದಿ, ಮೆಹುಲ್ ಚೋಕ್ಸಿ ಸೇರಿ ವಿದೇಶಗಳಲ್ಲಿ ತಲೆಮರೆಸಿಕೊಂಡಿರುವ ಅಪರಾಧಿಗಳು ನ್ಯಾಯಾಲಯಗಳಲ್ಲಿ ಜೈಲುಗಳ ಸ್ಥಿತಿ ಕುರಿತು ಪ್ರಶ್ನೆ ಎತ್ತುತ್ತಿದ್ದಾರೆ.: [45, 441, 320, 502]
- quad-terror-banner: [947, 138, 1506, 557]
- bihar-map-label: ಬಿಹಾರ ಮತ ಸಮರ: [1183, 2201, 1254, 2348]
- telangana-headline-3: ಸರ್ಕಾರಕ್ಕೆ ಹಿನ್ನಡೆ: [1247, 1413, 1385, 1443]
- header-divider: [35, 134, 1506, 137]
- logo-emblem-icon: [1129, 56, 1170, 97]
- bihar-body-2: ಎನ್‌ಡಿಎ ಪ್ರಮುಖ ನಾಯಕರಾದ ರಾಷ್ಟ್ರೀಯ ಲೋಕ ಮೋರ್ಚಾ ಮತ್ತು ಹಿಂದೂಸ್ತಾನಿ ಅವಾಮ್ ಮೋರ್ಚಾ ತಲಾ 6 ಕ್ಷೇತ್ರಗಳಲ್ಲಿ, ಲೋಕ ಜನಶಕ್ತಿ ಪಕ್ಷ 29 ಕ್ಷೇತ್ರಗಳಲ್ಲಿ ಸ್ಪರ್ಧಿಸಲಿವೆ. ಎರಡು ಹಂತಗಳಲ್ಲಿ ನ.6 ಮತ್ತು 11ರಂದು ಮತದಾನ ನಡೆಯಲಿದ್ದು, ನ.14ರಂದು ಫಲಿತಾಂಶ ಪ್ರಕಟವಾಗಲಿದೆ.: [1270, 2095, 1506, 2156]
- col-rule-3: [630, 1340, 631, 1865]
- sindoor-box: [844, 1967, 1055, 2358]
- kiru-rule: [45, 1737, 313, 1738]
- lead-headline-1: ಪ್ರತಿ ರಾಜ್ಯಗಳಲ್ಲೂ: [42, 186, 428, 264]
- sabari-body-side: ಮಂಡಲ-ಮಕರವಿಳಕ್ಕು ಯಾತ್ರಾ ಋತು ನವೆಂಬರ್‌ನಲ್ಲಿ ಆರಂಭವಾಗಲಿದ್ದು, ಸಿದ್ಧತೆ ಭರದಿಂದ ನಡೆದಿದೆ.: [787, 1583, 928, 1628]
